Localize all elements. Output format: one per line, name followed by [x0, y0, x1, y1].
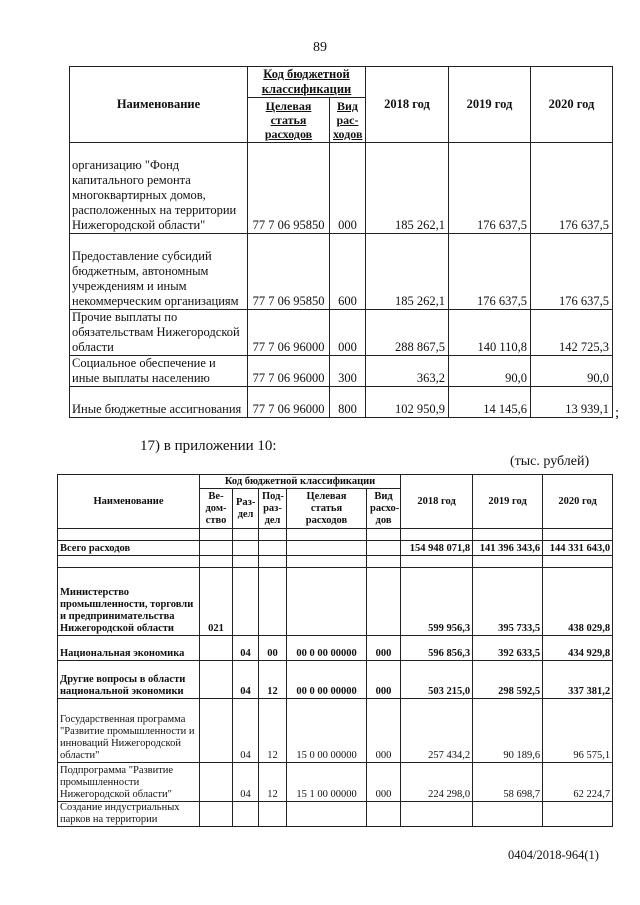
row-subsection	[259, 568, 287, 636]
row-target: 15 0 00 00000	[287, 699, 367, 763]
row-2020: 176 637,5	[531, 234, 613, 310]
row-name: Социальное обеспечение и иные выплаты населению	[70, 356, 248, 387]
row-dept	[200, 636, 233, 661]
trailing-semicolon: ;	[615, 405, 620, 421]
total-2019: 141 396 343,6	[473, 541, 543, 556]
row-type: 000	[330, 143, 366, 234]
row-2020: 90,0	[531, 356, 613, 387]
row-section: 04	[233, 763, 259, 802]
row-target: 00 0 00 00000	[287, 636, 367, 661]
table-row	[58, 636, 613, 661]
row-2018	[401, 802, 473, 827]
row-subsection: 12	[259, 763, 287, 802]
page-number: 89	[313, 40, 327, 55]
row-2018: 102 950,9	[366, 387, 449, 418]
row-dept: 021	[200, 568, 233, 636]
row-dept	[200, 802, 233, 827]
row-2018: 599 956,3	[401, 568, 473, 636]
row-type	[367, 568, 401, 636]
spacer-row	[58, 556, 613, 568]
row-target: 15 1 00 00000	[287, 763, 367, 802]
spacer-row	[58, 529, 613, 541]
col-2018-header: 2018 год	[366, 67, 449, 143]
row-2019: 58 698,7	[473, 763, 543, 802]
section-heading: 17) в приложении 10:	[140, 438, 277, 454]
row-name: организацию "Фонд капитального ремонта многоквартирных домов, расположенных на территории Нижегородской области"	[70, 143, 248, 234]
row-2018: 257 434,2	[401, 699, 473, 763]
document-code: 0404/2018-964(1)	[508, 848, 599, 862]
row-2020	[543, 802, 613, 827]
row-type: 300	[330, 356, 366, 387]
row-2019: 14 145,6	[449, 387, 531, 418]
row-target: 77 7 06 96000	[248, 387, 330, 418]
row-2019: 392 633,5	[473, 636, 543, 661]
col-2018-header: 2018 год	[401, 475, 473, 529]
row-name: Государственная программа "Развитие промышленности и инноваций Нижегородской области"	[58, 699, 200, 763]
total-2020: 144 331 643,0	[543, 541, 613, 556]
col-2019-header: 2019 год	[449, 67, 531, 143]
units-label: (тыс. рублей)	[510, 454, 590, 469]
appendix-10-table	[57, 474, 613, 827]
row-2020: 142 725,3	[531, 310, 613, 356]
row-type: 000	[367, 699, 401, 763]
row-name: Другие вопросы в области национальной экономики	[58, 661, 200, 699]
total-row	[58, 541, 613, 556]
col-type-header: Вид расхо- дов	[367, 489, 401, 529]
row-type: 000	[367, 763, 401, 802]
table-row	[70, 356, 613, 387]
col-budget-code-header: Код бюджетной классификации	[200, 475, 401, 489]
col-target-header: Целевая статья расходов	[287, 489, 367, 529]
row-type	[367, 802, 401, 827]
row-dept	[200, 661, 233, 699]
row-subsection: 12	[259, 661, 287, 699]
row-2020: 337 381,2	[543, 661, 613, 699]
row-name: Предоставление субсидий бюджетным, автономным учреждениям и иным некоммерческим организациям	[70, 234, 248, 310]
col-2020-header: 2020 год	[543, 475, 613, 529]
row-type: 000	[367, 636, 401, 661]
row-2019	[473, 802, 543, 827]
table-row	[70, 310, 613, 356]
table-row	[58, 763, 613, 802]
col-subsection-header: Под- раз- дел	[259, 489, 287, 529]
row-target	[287, 802, 367, 827]
row-2018: 288 867,5	[366, 310, 449, 356]
row-2020: 13 939,1	[531, 387, 613, 418]
col-2020-header: 2020 год	[531, 67, 613, 143]
row-2019: 176 637,5	[449, 143, 531, 234]
row-2018: 363,2	[366, 356, 449, 387]
row-2019: 90,0	[449, 356, 531, 387]
col-target-header: Целевая статья расходов	[248, 98, 330, 143]
col-section-header: Раз- дел	[233, 489, 259, 529]
col-type-header: Вид рас- ходов	[330, 98, 366, 143]
row-2020: 62 224,7	[543, 763, 613, 802]
row-2020: 176 637,5	[531, 143, 613, 234]
row-2019: 90 189,6	[473, 699, 543, 763]
row-section: 04	[233, 661, 259, 699]
row-name: Национальная экономика	[58, 636, 200, 661]
row-2019: 176 637,5	[449, 234, 531, 310]
row-subsection: 12	[259, 699, 287, 763]
row-target: 77 7 06 96000	[248, 310, 330, 356]
col-dept-header: Ве- дом- ство	[200, 489, 233, 529]
row-target	[287, 568, 367, 636]
row-2018: 503 215,0	[401, 661, 473, 699]
row-2020: 438 029,8	[543, 568, 613, 636]
table-row	[70, 234, 613, 310]
row-2018: 185 262,1	[366, 143, 449, 234]
row-type: 600	[330, 234, 366, 310]
row-section	[233, 568, 259, 636]
total-name: Всего расходов	[58, 541, 200, 556]
budget-table-continued	[69, 66, 613, 418]
row-dept	[200, 699, 233, 763]
row-2020: 434 929,8	[543, 636, 613, 661]
row-type: 000	[367, 661, 401, 699]
col-2019-header: 2019 год	[473, 475, 543, 529]
row-type: 000	[330, 310, 366, 356]
table-row	[70, 387, 613, 418]
row-dept	[200, 763, 233, 802]
row-target: 77 7 06 96000	[248, 356, 330, 387]
row-2019: 395 733,5	[473, 568, 543, 636]
row-section: 04	[233, 699, 259, 763]
table-row	[58, 568, 613, 636]
row-type: 800	[330, 387, 366, 418]
total-2018: 154 948 071,8	[401, 541, 473, 556]
row-2018: 224 298,0	[401, 763, 473, 802]
row-name: Подпрограмма "Развитие промышленности Нижегородской области"	[58, 763, 200, 802]
row-2020: 96 575,1	[543, 699, 613, 763]
row-target: 77 7 06 95850	[248, 143, 330, 234]
row-subsection: 00	[259, 636, 287, 661]
row-2018: 185 262,1	[366, 234, 449, 310]
row-2019: 298 592,5	[473, 661, 543, 699]
row-target: 00 0 00 00000	[287, 661, 367, 699]
col-budget-code-header: Код бюджетной классификации	[248, 67, 366, 98]
col-name-header: Наименование	[70, 67, 248, 143]
row-subsection	[259, 802, 287, 827]
col-name-header: Наименование	[58, 475, 200, 529]
row-name: Создание индустриальных парков на территории	[58, 802, 200, 827]
row-2018: 596 856,3	[401, 636, 473, 661]
row-name: Министерство промышленности, торговли и предпринимательства Нижегородской области	[58, 568, 200, 636]
table-row	[70, 143, 613, 234]
row-target: 77 7 06 95850	[248, 234, 330, 310]
table-row	[58, 699, 613, 763]
row-name: Прочие выплаты по обязательствам Нижегородской области	[70, 310, 248, 356]
row-name: Иные бюджетные ассигнования	[70, 387, 248, 418]
table-row	[58, 802, 613, 827]
row-section: 04	[233, 636, 259, 661]
row-2019: 140 110,8	[449, 310, 531, 356]
row-section	[233, 802, 259, 827]
table-row	[58, 661, 613, 699]
